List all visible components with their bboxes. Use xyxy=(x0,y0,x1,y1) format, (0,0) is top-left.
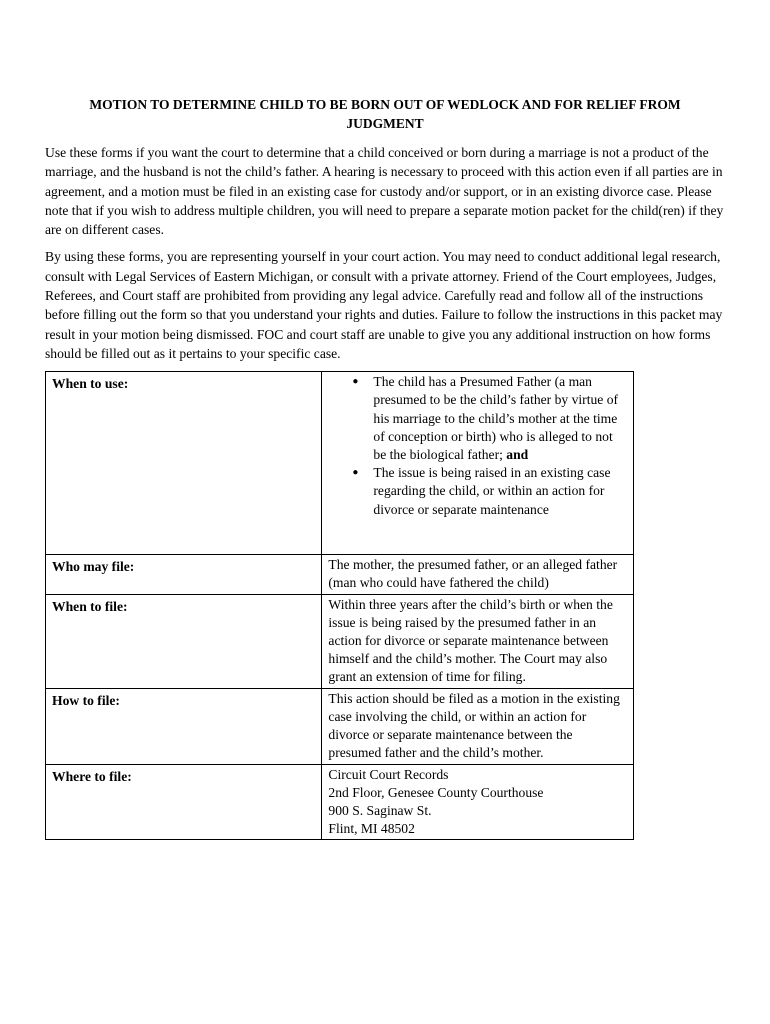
when-to-file-value: Within three years after the child’s birth or when the issue is being raised by the presumed father in an action for divorce or separate maintenance between himself and the child’s mother. The Court may also grant an extension of time for filing. xyxy=(322,594,634,688)
filing-info-table xyxy=(45,371,634,840)
when-to-use-bullet-2-text: The issue is being raised in an existing case regarding the child, or within an action for divorce or separate maintenance xyxy=(373,465,611,517)
when-to-use-label: When to use: xyxy=(46,372,322,555)
who-may-file-label: Who may file: xyxy=(46,555,322,594)
when-to-use-value xyxy=(322,372,634,555)
intro-paragraph-forms-purpose: Use these forms if you want the court to determine that a child conceived or born during a marriage is not a product of the marriage, and the husband is not the child’s father. A hearing is necessary to proceed with this action even if all parties are in agreement, and a motion must be filed in an existing case for custody and/or support, or in an existing divorce case. Please note that if you wish to address multiple children, you will need to prepare a separate motion packet for the child(ren) if they are on different cases. xyxy=(45,145,724,238)
when-to-use-bullet-list xyxy=(328,373,627,519)
document-title: MOTION TO DETERMINE CHILD TO BE BORN OUT OF WEDLOCK AND FOR RELIEF FROM JUDGMENT xyxy=(89,97,681,131)
where-to-file-value xyxy=(322,764,634,840)
list-item xyxy=(328,464,627,519)
list-item xyxy=(328,373,627,464)
address-line-floor: 2nd Floor, Genesee County Courthouse xyxy=(328,784,544,800)
intro-paragraph-self-representation: By using these forms, you are representing yourself in your court action. You may need to conduct additional legal research, consult with Legal Services of Eastern Michigan, or consult with a private attorney. Friend of the Court employees, Judges, Referees, and Court staff are prohibited from providing any legal advice. Carefully read and follow all of the instructions before filling out the form so that you understand your rights and duties. Failure to follow the instructions in this packet may result in your motion being dismissed. FOC and court staff are unable to give you any additional instruction on how forms should be filled out as it pertains to your specific case. xyxy=(45,249,723,361)
table-row-when-to-file xyxy=(46,594,634,688)
address-line-city: Flint, MI 48502 xyxy=(328,821,415,837)
document-page xyxy=(45,95,725,840)
when-to-file-label: When to file: xyxy=(46,594,322,688)
bullet-icon: ● xyxy=(352,376,359,388)
address-line-office: Circuit Court Records xyxy=(328,766,449,782)
table-row-who-may-file xyxy=(46,555,634,594)
who-may-file-value: The mother, the presumed father, or an alleged father (man who could have fathered the child) xyxy=(322,555,634,594)
table-row-when-to-use xyxy=(46,372,634,555)
address-line-street: 900 S. Saginaw St. xyxy=(328,802,432,818)
when-to-use-bullet-1-bold: and xyxy=(506,447,529,463)
bullet-icon: ● xyxy=(352,467,359,479)
table-row-where-to-file xyxy=(46,764,634,840)
how-to-file-value: This action should be filed as a motion in the existing case involving the child, or within an action for divorce or separate maintenance between the presumed father and the child’s mother. xyxy=(322,688,634,764)
when-to-use-bullet-1-text: The child has a Presumed Father (a man presumed to be the child’s father by virtue of his marriage to the child’s mother at the time of conception or birth) who is alleged to not be the biological father; xyxy=(373,374,619,463)
table-row-how-to-file xyxy=(46,688,634,764)
how-to-file-label: How to file: xyxy=(46,688,322,764)
where-to-file-label: Where to file: xyxy=(46,764,322,840)
